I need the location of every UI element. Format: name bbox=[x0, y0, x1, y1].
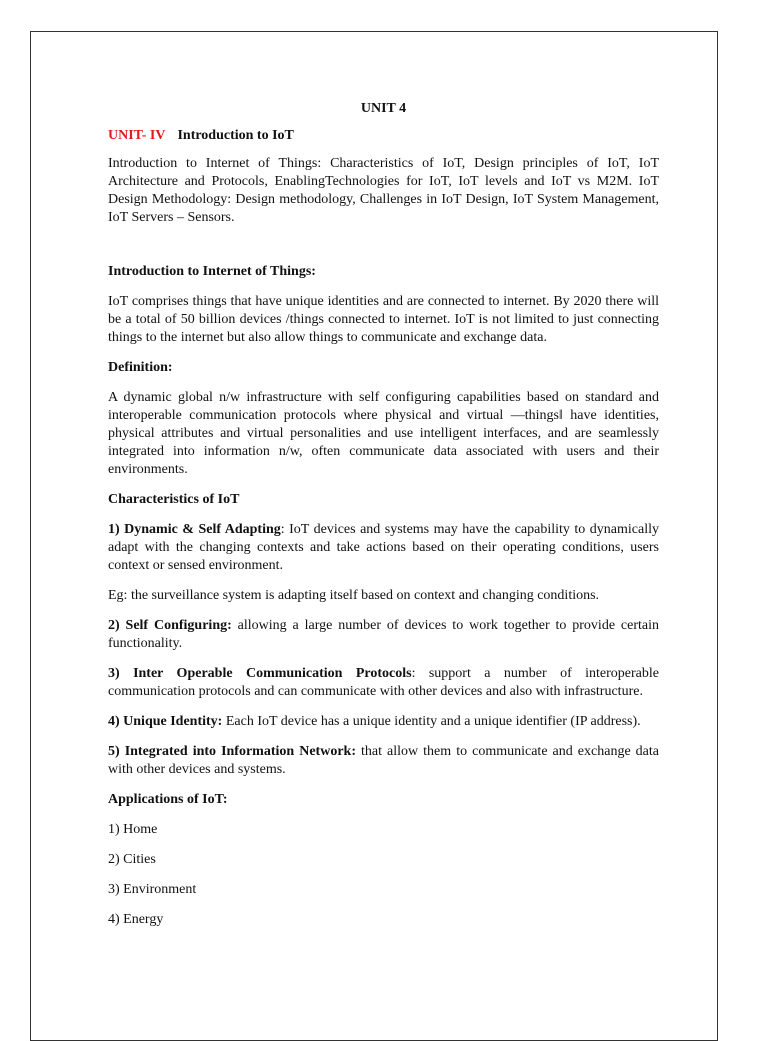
definition-heading: Definition: bbox=[108, 360, 173, 375]
characteristic-item bbox=[108, 713, 659, 731]
characteristic-title: 1) Dynamic & Self Adapting bbox=[108, 522, 281, 537]
characteristic-text: Each IoT device has a unique identity and a unique identifier (IP address). bbox=[222, 714, 641, 729]
characteristic-title: 2) Self Configuring: bbox=[108, 618, 232, 633]
unit-label: UNIT- IV bbox=[108, 128, 166, 143]
characteristic-item bbox=[108, 521, 659, 575]
application-item: 2) Cities bbox=[108, 852, 156, 867]
example-paragraph: Eg: the surveillance system is adapting itself based on context and changing conditions. bbox=[108, 588, 600, 603]
characteristic-text: : IoT devices and systems may have the capability to dynamically adapt with the changing contexts and take actions based on their operating conditions, users context or sensed environment. bbox=[108, 522, 659, 573]
application-item: 4) Energy bbox=[108, 912, 164, 927]
application-item: 1) Home bbox=[108, 822, 158, 837]
application-item: 3) Environment bbox=[108, 882, 197, 897]
document-content bbox=[108, 100, 659, 941]
characteristic-text: : support a number of interoperable communication protocols and can communicate with other devices and also with infrastructure. bbox=[108, 666, 659, 699]
intro-paragraph: IoT comprises things that have unique identities and are connected to internet. By 2020 there will be a total of 50 billion devices /things connected to internet. IoT is not limited to just connecting things to the internet but also allow things to communicate and exchange data. bbox=[108, 294, 659, 345]
syllabus-paragraph: Introduction to Internet of Things: Characteristics of IoT, Design principles of IoT, IoT Architecture and Protocols, EnablingTechnologies for IoT, IoT levels and IoT vs M2M. IoT Design Methodology: Design methodology, Challenges in IoT Design, IoT System Management, IoT Servers – Sensors. bbox=[108, 156, 659, 225]
unit-title: UNIT 4 bbox=[360, 101, 407, 116]
unit-heading bbox=[108, 127, 659, 145]
definition-paragraph: A dynamic global n/w infrastructure with self configuring capabilities based on standard and interoperable communication protocols where physical and virtual ―things‖ have identities, physical attributes and virtual personalities and use intelligent interfaces, and are seamlessly integrated into information n/w, often communicate data associated with users and their environments. bbox=[108, 390, 659, 477]
characteristic-item bbox=[108, 665, 659, 701]
characteristic-text: allowing a large number of devices to work together to provide certain functionality. bbox=[108, 618, 659, 651]
intro-heading: Introduction to Internet of Things: bbox=[108, 264, 316, 279]
characteristic-title: 4) Unique Identity: bbox=[108, 714, 223, 729]
document-page bbox=[30, 31, 718, 1041]
characteristics-heading: Characteristics of IoT bbox=[108, 492, 240, 507]
unit-topic: Introduction to IoT bbox=[177, 128, 294, 143]
characteristic-item bbox=[108, 743, 659, 779]
characteristic-title: 3) Inter Operable Communication Protocols bbox=[108, 666, 412, 681]
applications-heading: Applications of IoT: bbox=[108, 792, 228, 807]
characteristic-item bbox=[108, 617, 659, 653]
characteristic-text: that allow them to communicate and exchange data with other devices and systems. bbox=[108, 744, 660, 777]
characteristic-title: 5) Integrated into Information Network: bbox=[108, 744, 356, 759]
